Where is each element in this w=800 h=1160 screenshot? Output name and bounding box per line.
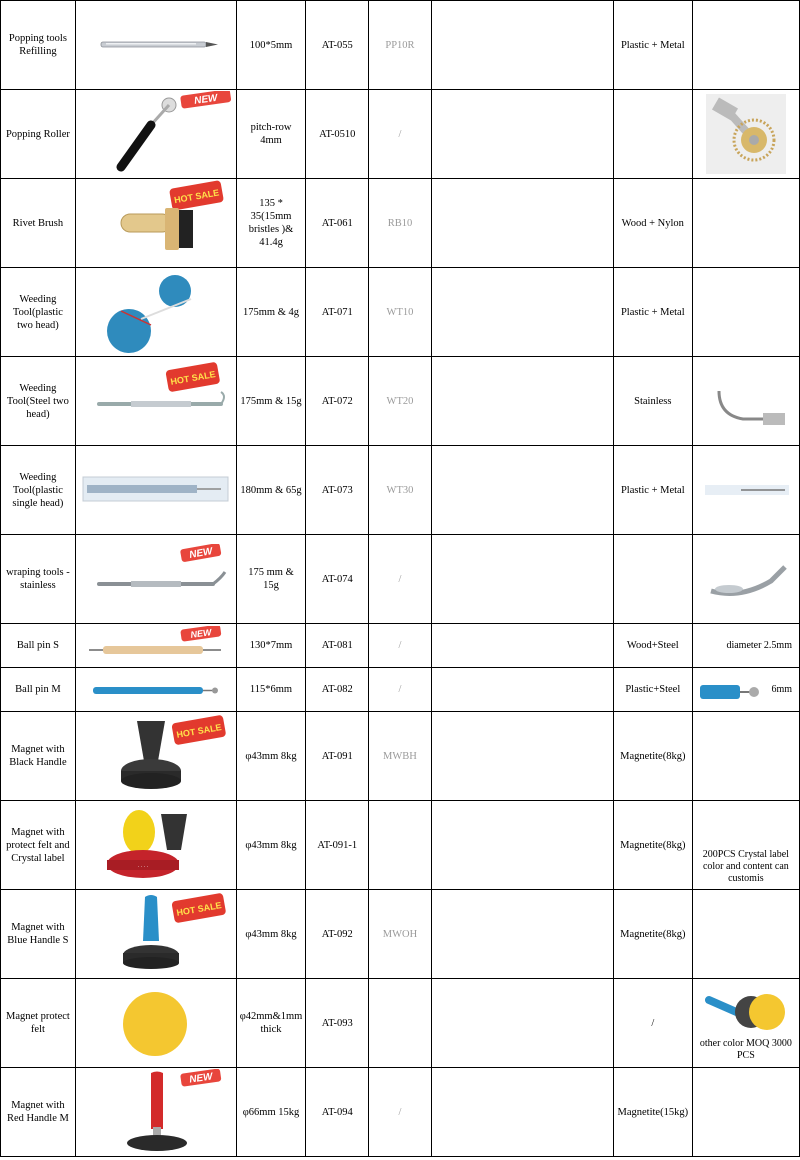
product-size: 100*5mm bbox=[236, 1, 306, 90]
product-name: Magnet with Red Handle M bbox=[1, 1068, 76, 1157]
product-image bbox=[75, 890, 236, 979]
product-code: AT-0510 bbox=[306, 90, 369, 179]
product-material: Plastic + Metal bbox=[613, 1, 692, 90]
product-material: Wood + Nylon bbox=[613, 179, 692, 268]
product-material: Wood+Steel bbox=[613, 624, 692, 668]
empty-cell bbox=[431, 535, 613, 624]
extra-note: other color MOQ 3000 PCS bbox=[699, 1038, 792, 1061]
product-code: AT-072 bbox=[306, 357, 369, 446]
product-size: pitch-row 4mm bbox=[236, 90, 306, 179]
product-ref: / bbox=[369, 668, 432, 712]
table-row bbox=[1, 624, 800, 668]
table-row bbox=[1, 890, 800, 979]
magnet-felt-image bbox=[81, 980, 231, 1066]
product-image bbox=[75, 979, 236, 1068]
product-code: AT-091-1 bbox=[306, 801, 369, 890]
product-material: / bbox=[613, 979, 692, 1068]
product-size: φ43mm 8kg bbox=[236, 801, 306, 890]
empty-cell bbox=[431, 890, 613, 979]
product-image bbox=[75, 801, 236, 890]
table-row bbox=[1, 90, 800, 179]
product-ref bbox=[369, 801, 432, 890]
hook-closeup-image bbox=[701, 371, 791, 431]
product-size: 130*7mm bbox=[236, 624, 306, 668]
product-image bbox=[75, 624, 236, 668]
table-row bbox=[1, 357, 800, 446]
empty-cell bbox=[431, 1, 613, 90]
product-name: Magnet with protect felt and Crystal label bbox=[1, 801, 76, 890]
product-image bbox=[75, 357, 236, 446]
extra-cell bbox=[692, 268, 799, 357]
empty-cell bbox=[431, 179, 613, 268]
product-size: 175mm & 4g bbox=[236, 268, 306, 357]
extra-cell bbox=[692, 179, 799, 268]
product-ref: MWBH bbox=[369, 712, 432, 801]
popping-roller-image bbox=[81, 91, 231, 177]
product-image bbox=[75, 179, 236, 268]
product-ref: / bbox=[369, 1068, 432, 1157]
extra-cell bbox=[692, 357, 799, 446]
product-name: Ball pin S bbox=[1, 624, 76, 668]
product-name: wraping tools - stainless bbox=[1, 535, 76, 624]
extra-cell bbox=[692, 668, 799, 712]
extra-cell bbox=[692, 624, 799, 668]
extra-cell bbox=[692, 979, 799, 1068]
table-row bbox=[1, 268, 800, 357]
extra-note: 200PCS Crystal label color and content can customis bbox=[702, 849, 789, 884]
badge-text: NEW bbox=[188, 546, 214, 561]
empty-cell bbox=[431, 446, 613, 535]
product-code: AT-082 bbox=[306, 668, 369, 712]
table-row bbox=[1, 1, 800, 90]
extra-cell bbox=[692, 1, 799, 90]
product-material: Magnetite(8kg) bbox=[613, 890, 692, 979]
product-material: Magnetite(15kg) bbox=[613, 1068, 692, 1157]
product-code: AT-094 bbox=[306, 1068, 369, 1157]
table-row bbox=[1, 668, 800, 712]
extra-cell bbox=[692, 446, 799, 535]
empty-cell bbox=[431, 268, 613, 357]
product-ref bbox=[369, 979, 432, 1068]
product-image bbox=[75, 1, 236, 90]
badge-text: NEW bbox=[193, 92, 218, 107]
product-code: AT-074 bbox=[306, 535, 369, 624]
table-row bbox=[1, 535, 800, 624]
table-row bbox=[1, 712, 800, 801]
product-code: AT-093 bbox=[306, 979, 369, 1068]
product-image bbox=[75, 1068, 236, 1157]
extra-cell bbox=[692, 1068, 799, 1157]
extra-cell bbox=[692, 535, 799, 624]
magnet-blue-handle-image bbox=[81, 891, 231, 977]
product-name: Weeding Tool(Steel two head) bbox=[1, 357, 76, 446]
badge-text: HOT SALE bbox=[175, 722, 222, 740]
product-material: Plastic+Steel bbox=[613, 668, 692, 712]
product-code: AT-081 bbox=[306, 624, 369, 668]
extra-note: diameter 2.5mm bbox=[726, 639, 792, 651]
product-ref: / bbox=[369, 90, 432, 179]
single-head-closeup-image bbox=[701, 475, 791, 505]
product-code: AT-061 bbox=[306, 179, 369, 268]
empty-cell bbox=[431, 357, 613, 446]
weeding-tool-steel-image bbox=[81, 358, 231, 444]
empty-cell bbox=[431, 668, 613, 712]
popping-refill-image bbox=[86, 30, 226, 60]
extra-cell bbox=[692, 801, 799, 890]
badge-text: HOT SALE bbox=[175, 900, 222, 918]
weeding-tool-plastic-image bbox=[81, 269, 231, 355]
product-ref: / bbox=[369, 624, 432, 668]
extra-note: 6mm bbox=[771, 684, 792, 695]
product-size: φ43mm 8kg bbox=[236, 890, 306, 979]
product-ref: PP10R bbox=[369, 1, 432, 90]
magnet-black-handle-image bbox=[81, 713, 231, 799]
product-image bbox=[75, 668, 236, 712]
product-size: 175 mm & 15g bbox=[236, 535, 306, 624]
product-code: AT-092 bbox=[306, 890, 369, 979]
product-name: Weeding Tool(plastic single head) bbox=[1, 446, 76, 535]
product-image bbox=[75, 90, 236, 179]
product-name: Weeding Tool(plastic two head) bbox=[1, 268, 76, 357]
table-row bbox=[1, 1068, 800, 1157]
product-name: Popping tools Refilling bbox=[1, 1, 76, 90]
wraping-tool-image bbox=[81, 544, 231, 614]
product-image bbox=[75, 268, 236, 357]
product-size: φ42mm&1mm thick bbox=[236, 979, 306, 1068]
product-size: φ66mm 15kg bbox=[236, 1068, 306, 1157]
rivet-brush-image bbox=[81, 180, 231, 266]
weeding-tool-single-image bbox=[81, 465, 231, 515]
badge-text: HOT SALE bbox=[173, 187, 220, 206]
table-row bbox=[1, 179, 800, 268]
empty-cell bbox=[431, 624, 613, 668]
table-row bbox=[1, 446, 800, 535]
extra-cell bbox=[692, 890, 799, 979]
product-ref: WT30 bbox=[369, 446, 432, 535]
product-name: Magnet with Black Handle bbox=[1, 712, 76, 801]
svg-text:· · · ·: · · · · bbox=[137, 864, 149, 870]
badge-text: NEW bbox=[189, 626, 212, 640]
ball-pin-closeup-image bbox=[700, 675, 760, 705]
table-row bbox=[1, 979, 800, 1068]
product-code: AT-055 bbox=[306, 1, 369, 90]
product-ref: MWOH bbox=[369, 890, 432, 979]
badge-text: HOT SALE bbox=[169, 369, 216, 387]
extra-cell bbox=[692, 712, 799, 801]
product-name: Rivet Brush bbox=[1, 179, 76, 268]
badge-text: NEW bbox=[188, 1071, 213, 1086]
product-image bbox=[75, 535, 236, 624]
product-code: AT-071 bbox=[306, 268, 369, 357]
ball-pin-s-image bbox=[81, 626, 231, 666]
product-size: 135 * 35(15mm bristles )& 41.4g bbox=[236, 179, 306, 268]
product-size: φ43mm 8kg bbox=[236, 712, 306, 801]
felt-closeup-image bbox=[701, 984, 791, 1038]
product-material: Magnetite(8kg) bbox=[613, 801, 692, 890]
magnet-red-handle-image bbox=[81, 1069, 231, 1155]
product-material bbox=[613, 535, 692, 624]
product-material bbox=[613, 90, 692, 179]
magnet-crystal-label-image bbox=[81, 802, 231, 888]
product-ref: WT20 bbox=[369, 357, 432, 446]
table-row bbox=[1, 801, 800, 890]
product-code: AT-091 bbox=[306, 712, 369, 801]
ball-pin-m-image bbox=[81, 675, 231, 705]
empty-cell bbox=[431, 712, 613, 801]
product-material: Plastic + Metal bbox=[613, 268, 692, 357]
product-image bbox=[75, 712, 236, 801]
product-size: 180mm & 65g bbox=[236, 446, 306, 535]
product-material: Stainless bbox=[613, 357, 692, 446]
product-code: AT-073 bbox=[306, 446, 369, 535]
empty-cell bbox=[431, 801, 613, 890]
extra-cell bbox=[692, 90, 799, 179]
product-name: Magnet with Blue Handle S bbox=[1, 890, 76, 979]
product-size: 175mm & 15g bbox=[236, 357, 306, 446]
wraping-closeup-image bbox=[701, 549, 791, 609]
empty-cell bbox=[431, 979, 613, 1068]
product-size: 115*6mm bbox=[236, 668, 306, 712]
empty-cell bbox=[431, 1068, 613, 1157]
product-ref: RB10 bbox=[369, 179, 432, 268]
product-name: Popping Roller bbox=[1, 90, 76, 179]
roller-closeup-image bbox=[706, 94, 786, 174]
product-material: Plastic + Metal bbox=[613, 446, 692, 535]
empty-cell bbox=[431, 90, 613, 179]
product-ref: WT10 bbox=[369, 268, 432, 357]
product-image bbox=[75, 446, 236, 535]
product-ref: / bbox=[369, 535, 432, 624]
product-name: Ball pin M bbox=[1, 668, 76, 712]
product-name: Magnet protect felt bbox=[1, 979, 76, 1068]
product-material: Magnetite(8kg) bbox=[613, 712, 692, 801]
